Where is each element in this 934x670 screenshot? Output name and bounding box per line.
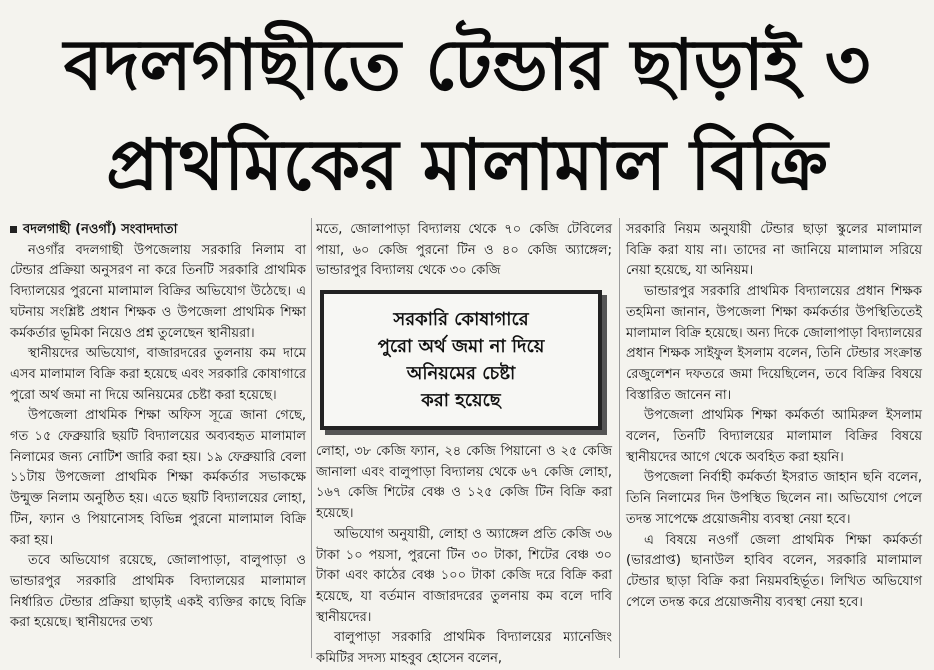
article-column-3 — [626, 220, 922, 613]
paragraph: ভান্ডারপুর সরকারি প্রাথমিক বিদ্যালয়ের প্রধান শিক্ষক তহমিনা জানান, উপজেলা শিক্ষা কর্মকর্তার উপস্থিতিতেই মালামাল বিক্রি হয়েছে। অন্য দিকে জোলাপাড়া বিদ্যালয়ের প্রধান শিক্ষক সাইফুল ইসলাম বলেন, তিনি টেন্ডার সংক্রান্ত রেজুলেশন দফতরে জমা দিয়েছিলেন, তবে বিক্রির বিষয়ে বিস্তারিত জানেন না। — [626, 284, 922, 403]
article-column-2-bottom — [316, 442, 612, 670]
paragraph: স্থানীয়দের অভিযোগ, বাজারদরের তুলনায় কম দামে এসব মালামাল বিক্রি করা হয়েছে এবং সরকারি কোষাগারে পুরো অর্থ জমা না দিয়ে অনিয়মের চেষ্টা করা হয়েছে। — [10, 346, 306, 403]
paragraph: মতে, জোলাপাড়া বিদ্যালয় থেকে ৭০ কেজি টেবিলের পায়া, ৬০ কেজি পুরনো টিন ও ৪০ কেজি অ্যাঙ্গেল; ভান্ডারপুর বিদ্যালয় থেকে ৩০ কেজি — [316, 222, 612, 279]
paragraph: বালুপাড়া সরকারি প্রাথমিক বিদ্যালয়ের ম্যানেজিং কমিটির সদস্য মাহবুব হোসেন বলেন, — [316, 630, 612, 667]
column-divider — [619, 218, 620, 658]
paragraph: তবে অভিযোগ রয়েছে, জোলাপাড়া, বালুপাড়া ও ভান্ডারপুর সরকারি প্রাথমিক বিদ্যালয়ের মালামাল নির্ধারিত টেন্ডার প্রক্রিয়া ছাড়াই একই ব্যক্তির কাছে বিক্রি করা হয়েছে। স্থানীয়দের তথ্য — [10, 553, 306, 631]
paragraph: উপজেলা প্রাথমিক শিক্ষা অফিস সূত্রে জানা গেছে, গত ১৫ ফেব্রুয়ারি ছয়টি বিদ্যালয়ের অব্যবহৃত মালামাল নিলামের জন্য নোটিশ জারি করা হয়। ১৯ ফেব্রুয়ারি বেলা ১১টায় উপজেলা প্রাথমিক শিক্ষা কর্মকর্তার সভাকক্ষে উন্মুক্ত নিলাম অনুষ্ঠিত হয়। এতে ছয়টি বিদ্যালয়ের লোহা, টিন, ফ্যান ও পিয়ানোসহ বিভিন্ন পুরনো মালামাল বিক্রি করা হয়। — [10, 408, 306, 548]
pull-quote-line: পুরো অর্থ জমা না দিয়ে — [377, 336, 545, 357]
headline-line-2: প্রাথমিকের মালামাল বিক্রি — [106, 124, 828, 206]
column-divider — [311, 218, 312, 658]
byline-square-icon — [10, 226, 17, 233]
pull-quote-line: করা হয়েছে — [421, 390, 501, 411]
byline-text: বদলগাছী (নওগাঁ) সংবাদদাতা — [23, 222, 178, 237]
article-column-1 — [10, 220, 306, 634]
pull-quote-box — [320, 290, 602, 430]
paragraph: সরকারি নিয়ম অনুযায়ী টেন্ডার ছাড়া স্কুলের মালামাল বিক্রি করা যায় না। তাদের না জানিয়ে মালামাল সরিয়ে নেয়া হয়েছে, যা অনিয়ম। — [626, 222, 922, 279]
paragraph: উপজেলা প্রাথমিক শিক্ষা কর্মকর্তা আমিরুল ইসলাম বলেন, তিনটি বিদ্যালয়ের মালামাল বিক্রির বিষয়ে স্থানীয়দের আগে থেকে অবহিত করা হয়নি। — [626, 408, 922, 465]
article-column-2-top — [316, 220, 612, 282]
paragraph: অভিযোগ অনুযায়ী, লোহা ও অ্যাঙ্গেল প্রতি কেজি ৩৬ টাকা ১০ পয়সা, পুরনো টিন ৩০ টাকা, শিটের বেঞ্চ ৩০ টাকা এবং কাঠের বেঞ্চ ১০০ টাকা কেজি দরে বিক্রি করা হয়েছে, যা বর্তমান বাজারদরের তুলনায় কম বলে দাবি স্থানীয়দের। — [316, 526, 612, 625]
headline-line-1: বদলগাছীতে টেন্ডার ছাড়াই ৩ — [63, 24, 871, 106]
pull-quote-line: সরকারি কোষাগারে — [393, 309, 529, 330]
paragraph: উপজেলা নির্বাহী কর্মকর্তা ইসরাত জাহান ছনি বলেন, তিনি নিলামের দিন উপস্থিত ছিলেন না। অভিযোগ পেলে তদন্ত সাপেক্ষে প্রয়োজনীয় ব্যবস্থা নেয়া হবে। — [626, 470, 922, 527]
paragraph: লোহা, ৩৮ কেজি ফ্যান, ২৪ কেজি পিয়ানো ও ২৫ কেজি জানালা এবং বালুপাড়া বিদ্যালয় থেকে ৬৭ কেজি লোহা, ১৬৭ কেজি শিটের বেঞ্চ ও ১২৫ কেজি টিন বিক্রি করা হয়েছে। — [316, 444, 612, 522]
paragraph: এ বিষয়ে নওগাঁ জেলা প্রাথমিক শিক্ষা কর্মকর্তা (ভারপ্রাপ্ত) ছানাউল হাবিব বলেন, সরকারি মালামাল টেন্ডার ছাড়া বিক্রি করা নিয়মবহির্ভূত। লিখিত অভিযোগ পেলে তদন্ত করে প্রয়োজনীয় ব্যবস্থা নেয়া হবে। — [626, 532, 922, 610]
byline — [10, 220, 306, 241]
pull-quote-line: অনিয়মের চেষ্টা — [406, 363, 516, 384]
headline — [0, 0, 934, 214]
paragraph: নওগাঁর বদলগাছী উপজেলায় সরকারি নিলাম বা টেন্ডার প্রক্রিয়া অনুসরণ না করে তিনটি সরকারি প্রাথমিক বিদ্যালয়ের পুরনো মালামাল বিক্রির অভিযোগ উঠেছে। এ ঘটনায় সংশ্লিষ্ট প্রধান শিক্ষক ও উপজেলা প্রাথমিক শিক্ষা কর্মকর্তার ভূমিকা নিয়েও প্রশ্ন তুলেছেন স্থানীয়রা। — [10, 242, 306, 341]
